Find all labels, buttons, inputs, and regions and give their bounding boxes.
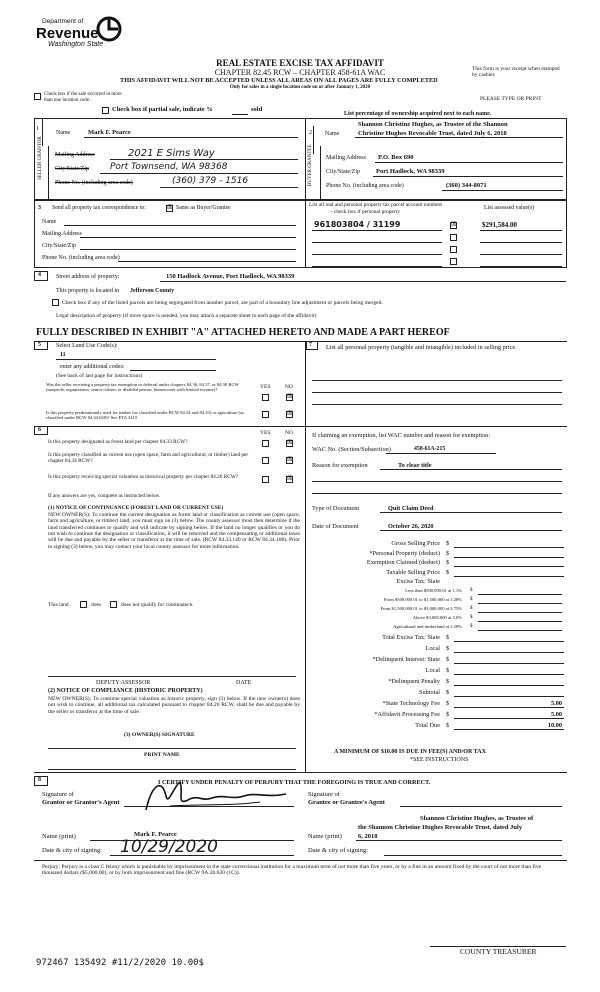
corr-same-checkbox[interactable]: ☒ bbox=[167, 205, 173, 211]
corr-num: 3 bbox=[38, 205, 41, 211]
buyer-name-label: Name bbox=[325, 131, 340, 137]
calc-row-value[interactable]: 5.00 bbox=[550, 700, 562, 707]
doc-date-value[interactable]: October 26, 2020 bbox=[388, 523, 434, 530]
county-label: This property is located in bbox=[56, 288, 119, 294]
does-label: does bbox=[91, 602, 102, 608]
calc-row-label: Total Excise Tax: State bbox=[382, 634, 440, 641]
parcel-header-2: – check box if personal property bbox=[330, 209, 400, 215]
seller-city-label: City/State/Zip bbox=[55, 166, 89, 172]
tax-tier-label: From $500,000.01 to $1,500,000 at 1.28% bbox=[383, 597, 462, 602]
buyer-city-label: City/State/Zip bbox=[326, 169, 360, 175]
corr-phone-label: Phone No. (including area code) bbox=[42, 255, 120, 261]
form-warning: THIS AFFIDAVIT WILL NOT BE ACCEPTED UNLESS ALL AREAS ON ALL PAGES ARE FULLY COMPLETED bbox=[120, 77, 438, 84]
dollar-sign: $ bbox=[446, 667, 450, 674]
calc-row-label: Gross Selling Price bbox=[391, 540, 440, 547]
dollar-sign: $ bbox=[470, 606, 473, 611]
buyer-num: 2 bbox=[309, 130, 312, 136]
doc-type-value[interactable]: Quit Claim Deed bbox=[388, 505, 434, 512]
grantor-date-label: Date & city of signing: bbox=[42, 847, 102, 854]
buyer-name-line2[interactable]: Christine Hughes Revocable Trust, dated July 6, 2018 bbox=[358, 130, 507, 137]
calc-row-label: Local bbox=[425, 667, 440, 674]
doc-date-label: Date of Document bbox=[312, 523, 359, 530]
sec5-q1: Was the seller receiving a property tax exemption or deferral under chapters 84.36, 84.37, or 84.38 RCW (nonprofit organization, senior citizen, or disabled person, homeowner with limited income)? bbox=[46, 382, 239, 393]
grantee-date-label: Date & city of signing: bbox=[308, 847, 368, 854]
see-back: (See back of last page for instructions) bbox=[56, 373, 143, 379]
seller-phone-label: Phone No. (including area code) bbox=[55, 180, 133, 186]
certify-statement: I CERTIFY UNDER PENALTY OF PERJURY THAT THE FOREGOING IS TRUE AND CORRECT. bbox=[158, 779, 431, 786]
legal-label: Legal description of property (if more space is needed, you may attach a separate sheet to each page of the affidavit) bbox=[56, 313, 317, 319]
dollar-sign: $ bbox=[446, 656, 450, 663]
dollar-sign: $ bbox=[446, 689, 450, 696]
grantee-name-print-label: Name (print) bbox=[308, 833, 342, 840]
seller-name[interactable]: Mark F. Pearce bbox=[88, 129, 131, 136]
sec6-q3: Is this property receiving special valuation as historical property per chapter 84.26 RCW? bbox=[48, 474, 239, 480]
calc-row-label: Total Due bbox=[415, 722, 440, 729]
corr-city-label: City/State/Zip bbox=[42, 243, 76, 249]
seller-num: 1 bbox=[36, 126, 39, 132]
sec6-q3-yes[interactable] bbox=[262, 476, 269, 483]
seller-phone[interactable]: (360) 379 - 1516 bbox=[172, 176, 249, 186]
receipt-note: This form is your receipt when stamped by cashier. bbox=[472, 66, 560, 79]
seller-mail[interactable]: 2021 E Sims Way bbox=[128, 148, 215, 159]
minimum-fee: A MINIMUM OF $10.00 IS DUE IN FEE(S) AND/OR TAX bbox=[334, 749, 486, 755]
dept-top: Department of bbox=[42, 18, 84, 25]
corr-label: Send all property tax correspondence to: bbox=[52, 205, 146, 211]
dollar-sign: $ bbox=[446, 678, 450, 685]
form-title: REAL ESTATE EXCISE TAX AFFIDAVIT bbox=[216, 58, 384, 68]
sec5-yes: YES bbox=[260, 384, 271, 390]
calc-row-value[interactable]: 5.00 bbox=[550, 711, 562, 718]
tax-tier-label: From $1,500,000.01 to $3,000,000 at 2.75% bbox=[380, 606, 462, 611]
additional-codes-label: enter any additional codes: bbox=[60, 364, 125, 370]
calc-row-label: *Delinquent Penalty bbox=[388, 678, 440, 685]
sec6-q2: Is this property classified as current use (open space, farm and agricultural, or timber) land per chapter 84.34 RCW? bbox=[48, 452, 249, 465]
dor-logo-mark bbox=[96, 16, 122, 42]
see-instructions: *SEE INSTRUCTIONS bbox=[410, 757, 469, 763]
partial-sale-checkbox[interactable] bbox=[102, 107, 109, 114]
calc-row-label: Local bbox=[425, 645, 440, 652]
deputy-assessor-label: DEPUTY ASSESSOR bbox=[96, 680, 151, 686]
dor-logo bbox=[34, 14, 124, 54]
this-land-label: This land bbox=[48, 602, 69, 608]
sec5-q1-no[interactable]: ☒ bbox=[287, 394, 293, 400]
grantee-print-1[interactable]: Shannon Christine Hughes, as Trustee of bbox=[420, 815, 534, 822]
parcel-value[interactable]: $291,584.00 bbox=[482, 221, 517, 229]
owner-signature-label: (3) OWNER(S) SIGNATURE bbox=[124, 732, 195, 738]
grantor-signature[interactable] bbox=[140, 776, 290, 816]
form-chapter: CHAPTER 82.45 RCW – CHAPTER 458-61A WAC bbox=[214, 68, 386, 77]
dept-sub: Washington State bbox=[48, 41, 104, 48]
form-only-sales: Only for sales in a single location code on or after January 1, 2020 bbox=[229, 85, 371, 90]
corr-mail-label: Mailing Address bbox=[42, 231, 82, 237]
calc-row-label: Exemption Claimed (deduct) bbox=[366, 559, 440, 566]
grantee-print-3[interactable]: 6, 2018 bbox=[358, 833, 378, 840]
calc-row-label: *State Technology Fee bbox=[382, 700, 440, 707]
excise-title: Excise Tax: State bbox=[396, 578, 440, 585]
dollar-sign: $ bbox=[470, 597, 473, 602]
continuance-title: (1) NOTICE OF CONTINUANCE (FOREST LAND OR CURRENT USE) bbox=[48, 505, 224, 511]
not-qualify-label: does not qualify for continuance. bbox=[121, 602, 194, 608]
corr-name-label: Name bbox=[42, 219, 57, 225]
doc-type-label: Type of Document bbox=[312, 505, 360, 512]
dollar-sign: $ bbox=[446, 700, 450, 707]
type-or-print: PLEASE TYPE OR PRINT bbox=[480, 96, 542, 102]
sec6-num: 6 bbox=[38, 427, 41, 433]
sec6-q1: Is this property designated as forest land per chapter 84.33 RCW? bbox=[48, 439, 188, 445]
tax-tier-label: Agricultural and timberland at 1.28% bbox=[393, 624, 462, 629]
grantor-date[interactable]: 10/29/2020 bbox=[120, 837, 218, 857]
wac-label: WAC No. (Section/Subsection) bbox=[312, 446, 391, 453]
sec5-no: NO bbox=[285, 384, 293, 390]
multi-location-checkbox[interactable] bbox=[34, 93, 41, 100]
parcel-header-3: List assessed value(s) bbox=[484, 205, 535, 211]
street-label: Street address of property: bbox=[56, 274, 120, 280]
grantor-sig-label-2: Grantor or Grantor's Agent bbox=[42, 799, 120, 806]
sec6-no: NO bbox=[285, 430, 293, 436]
calc-row-label: *Affidavit Processing Fee bbox=[374, 711, 440, 718]
segregated-checkbox[interactable] bbox=[52, 299, 59, 306]
land-not-qualify-checkbox[interactable] bbox=[110, 601, 117, 608]
dollar-sign: $ bbox=[446, 722, 450, 729]
buyer-city[interactable]: Port Hadlock, WA 98339 bbox=[376, 168, 445, 175]
dollar-sign: $ bbox=[470, 624, 473, 629]
parcel-personal-checkbox-1[interactable]: ☒ bbox=[451, 222, 457, 228]
buyer-mail-label: Mailing Address bbox=[326, 155, 366, 161]
personal-property-label: List all personal property (tangible and intangible) included in selling price. bbox=[326, 344, 517, 351]
partial-sale-label: Check box if partial sale, indicate % bbox=[112, 106, 213, 113]
dollar-sign: $ bbox=[446, 634, 450, 641]
street-num: 4 bbox=[38, 272, 41, 278]
buyer-mail[interactable]: P.O. Box 690 bbox=[378, 154, 414, 161]
sec6-q2-no[interactable]: ☒ bbox=[287, 457, 293, 463]
seller-city[interactable]: Port Townsend, WA 98368 bbox=[110, 162, 228, 172]
sold-label: sold bbox=[251, 106, 263, 113]
buyer-side-label: BUYER GRANTEE bbox=[308, 144, 313, 186]
sec5-q2: Is this property predominantly used for timber (as classified under RCW 84.34 and 84.33) or agriculture (as classified under RCW 84.34.020)? See ETA 3215 bbox=[46, 410, 244, 421]
multi-location-label: Check box if the sale occurred in more than one location code. bbox=[44, 92, 122, 103]
calc-row-label: *Personal Property (deduct) bbox=[369, 549, 440, 557]
seller-mail-label: Mailing Address bbox=[55, 152, 95, 158]
sec6-yes: YES bbox=[260, 430, 271, 436]
dollar-sign: $ bbox=[446, 559, 450, 566]
sec5-q1-yes[interactable] bbox=[262, 394, 269, 401]
dollar-sign: $ bbox=[446, 540, 450, 547]
exemption-label: If claiming an exemption, list WAC number and reason for exemption: bbox=[312, 432, 491, 439]
dept-main: Revenue bbox=[36, 25, 99, 42]
sec5-q2-yes[interactable] bbox=[262, 411, 269, 418]
land-does-checkbox[interactable] bbox=[80, 601, 87, 608]
sec5-num: 5 bbox=[38, 342, 41, 348]
sec7-num: 7 bbox=[309, 342, 312, 348]
dollar-sign: $ bbox=[446, 711, 450, 718]
seller-name-label: Name bbox=[56, 130, 71, 136]
parcel-header-1: List all real and personal property tax parcel account numbers bbox=[309, 202, 443, 208]
calc-row-label: Taxable Selling Price bbox=[386, 568, 440, 576]
corr-same-label: Same as Buyer/Grantee bbox=[176, 205, 231, 211]
parcel-personal-checkbox-2[interactable] bbox=[450, 234, 457, 241]
grantee-sig-label-1: Signature of bbox=[308, 791, 340, 798]
parcel-personal-checkbox-3[interactable] bbox=[450, 246, 457, 253]
continuance-body: NEW OWNER(S): To continue the current designation as forest land or classification as current use (open space, farm and agriculture, or timber) land, you must sign on (3) below. The county assessor must then determine if the land transferred continues to qualify and will indicate by signing below. If the land no longer qualifies or you do not wish to continue the designation or classification, it will be removed and the compensating or additional taxes will be due and payable by the seller or transferor at the time of sale. (RCW 84.33.140 or RCW 84.34.108). Prior to signing (3) below, you may contact your local county assessor for more information. bbox=[48, 512, 300, 550]
pct-header: List percentage of ownership acquired next to each name. bbox=[344, 111, 492, 117]
grantor-name-print[interactable]: Mark F. Pearce bbox=[134, 831, 177, 838]
perjury-notice: Perjury: Perjury is a class C felony which is punishable by imprisonment in the state correctional institution for a maximum term of not more than five years, or by a fine in an amount fixed by the court of not more than five thousand dollars ($5,000.00), or by both imprisonment and fine (RCW 9A.20.020 (1C)). bbox=[42, 864, 542, 877]
grantee-print-2[interactable]: the Shannon Christine Hughes Revocable Trust, dated July bbox=[358, 824, 523, 831]
dollar-sign: $ bbox=[470, 615, 473, 620]
dollar-sign: $ bbox=[470, 588, 473, 593]
grantee-sig-label-2: Grantee or Grantee's Agent bbox=[308, 799, 385, 806]
county-value[interactable]: Jefferson County bbox=[130, 288, 175, 294]
sec5-q2-no[interactable]: ☒ bbox=[287, 411, 293, 417]
tax-tier-label: Above $3,000,000 at 3.0% bbox=[412, 615, 462, 620]
sec6-q3-no[interactable]: ☒ bbox=[287, 476, 293, 482]
calc-row-label: *Delinquent Interest: State bbox=[372, 656, 440, 663]
sec5-label: Select Land Use Code(s): bbox=[56, 343, 118, 349]
sec6-q1-no[interactable]: ☒ bbox=[287, 440, 293, 446]
parcel-number[interactable]: 961803804 / 31199 bbox=[314, 220, 401, 229]
dollar-sign: $ bbox=[446, 568, 450, 576]
sec8-num: 8 bbox=[38, 777, 41, 783]
compliance-body: NEW OWNER(S): To continue special valuation as historic property, sign (3) below. If the new owner(s) does not wish to continue, all additional tax calculated pursuant to chapter 84.26 RCW, shall be due and payable by the seller or transferor at the time of sale. bbox=[48, 696, 300, 715]
county-treasurer: COUNTY TREASURER bbox=[460, 947, 537, 956]
grantor-sig-label-1: Signature of bbox=[42, 791, 74, 798]
calc-row-label: Subtotal bbox=[419, 689, 440, 696]
deputy-date-label: DATE bbox=[236, 680, 252, 686]
calc-row-value[interactable]: 10.00 bbox=[547, 722, 562, 729]
exhibit-statement: FULLY DESCRIBED IN EXHIBIT "A" ATTACHED HERETO AND MADE A PART HEREOF bbox=[36, 327, 450, 338]
dollar-sign: $ bbox=[446, 645, 450, 652]
reason-label: Reason for exemption bbox=[312, 462, 368, 469]
compliance-title: (2) NOTICE OF COMPLIANCE (HISTORIC PROPERTY) bbox=[48, 688, 203, 694]
print-name-label: PRINT NAME bbox=[144, 752, 180, 758]
tax-tier-label: Less than $500,000.01 at 1.1% bbox=[405, 588, 462, 593]
wac-value[interactable]: 458-61A-215 bbox=[414, 446, 446, 452]
sec6-q4: If any answers are yes, complete as instructed below. bbox=[48, 493, 161, 499]
segregated-label: Check box if any of the listed parcels are being segregated from another parcel, are part of a boundary line adjustment or parcels being merged. bbox=[62, 300, 383, 306]
buyer-phone-label: Phone No. (including area code) bbox=[326, 183, 404, 189]
street-value[interactable]: 150 Hadlock Avenue, Port Hadlock, WA 98339 bbox=[166, 273, 295, 280]
reason-value[interactable]: To clear title bbox=[398, 462, 432, 469]
parcel-personal-checkbox-4[interactable] bbox=[450, 258, 457, 265]
dollar-sign: $ bbox=[446, 549, 450, 557]
receipt-stamp: 972467 135492 #11/2/2020 10.00$ bbox=[36, 958, 204, 968]
sec6-q2-yes[interactable] bbox=[262, 457, 269, 464]
buyer-phone[interactable]: (360) 344-8071 bbox=[446, 182, 487, 189]
land-use-code[interactable]: 11 bbox=[60, 352, 66, 358]
buyer-name-line1[interactable]: Shannon Christine Hughes, as Trustee of the Shannon bbox=[358, 121, 508, 128]
sec6-q1-yes[interactable] bbox=[262, 440, 269, 447]
grantor-name-print-label: Name (print) bbox=[42, 833, 76, 840]
seller-side-label: SELLER GRANTOR bbox=[38, 136, 43, 180]
